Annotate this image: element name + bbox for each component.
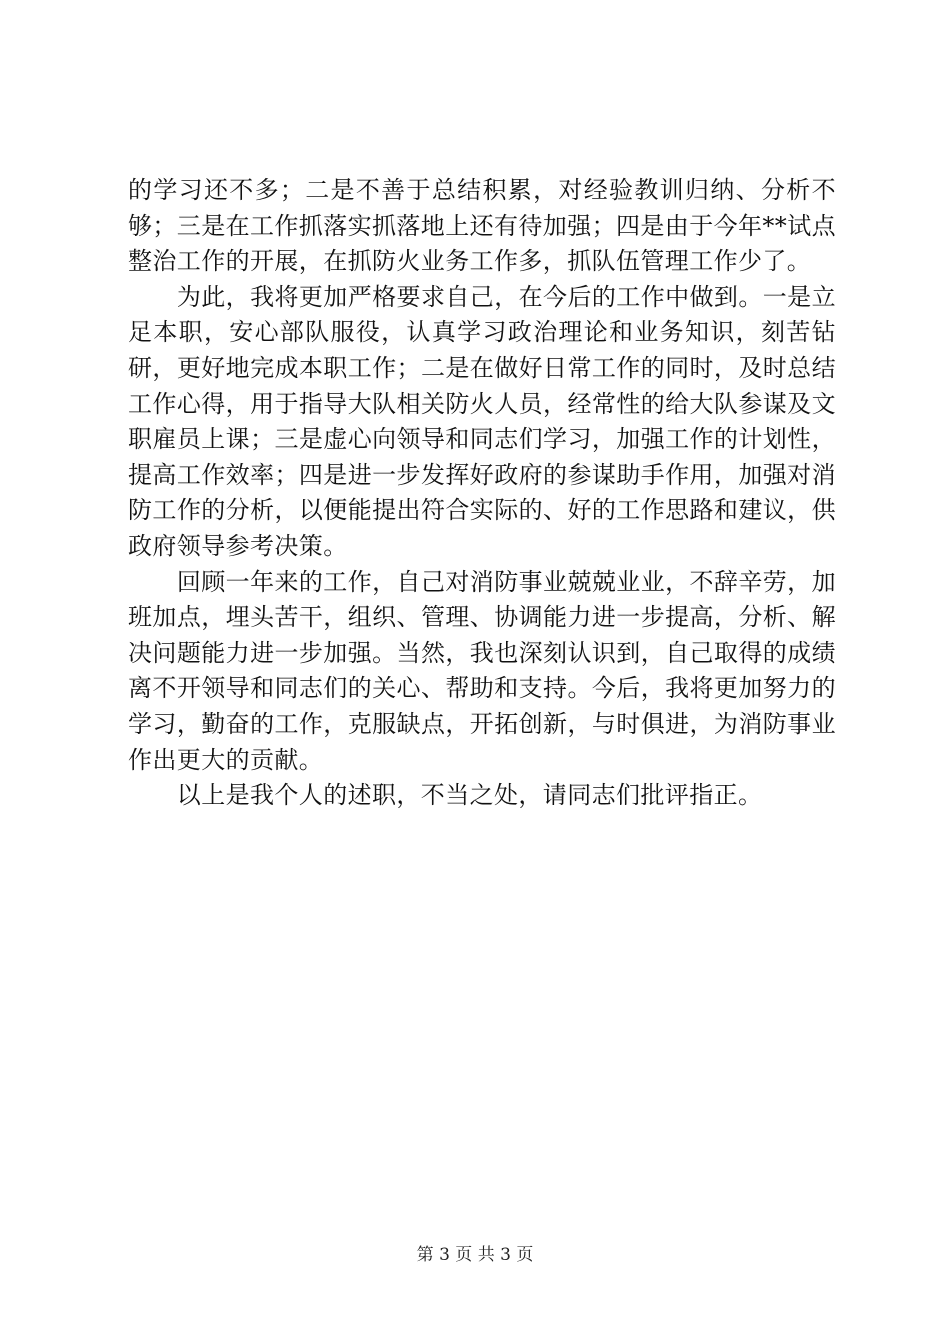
paragraph-improvement-plan: 为此，我将更加严格要求自己，在今后的工作中做到。一是立足本职，安心部队服役，认真学习政治理论和业务知识，刻苦钻研，更好地完成本职工作；二是在做好日常工作的同时，及时总结工作心得，用于指导大队相关防火人员，经常性的给大队参谋及文职雇员上课；三是虚心向领导和同志们学习，加强工作的计划性，提高工作效率；四是进一步发挥好政府的参谋助手作用，加强对消防工作的分析，以便能提出符合实际的、好的工作思路和建议，供政府领导参考决策。 — [128, 282, 836, 560]
paragraph-continuation: 的学习还不多；二是不善于总结积累，对经验教训归纳、分析不够；三是在工作抓落实抓落地上还有待加强；四是由于今年**试点整治工作的开展，在抓防火业务工作多，抓队伍管理工作少了。 — [128, 176, 836, 276]
paragraph-closing: 以上是我个人的述职，不当之处，请同志们批评指正。 — [128, 781, 763, 810]
page-number-footer: 第 3 页 共 3 页 — [416, 1245, 534, 1265]
paragraph-review: 回顾一年来的工作，自己对消防事业兢兢业业，不辞辛劳，加班加点，埋头苦干，组织、管理、协调能力进一步提高，分析、解决问题能力进一步加强。当然，我也深刻认识到，自己取得的成绩离不开领导和同志们的关心、帮助和支持。今后，我将更加努力的学习，勤奋的工作，克服缺点，开拓创新，与时俱进，为消防事业作出更大的贡献。 — [128, 567, 836, 774]
document-body — [128, 173, 836, 814]
